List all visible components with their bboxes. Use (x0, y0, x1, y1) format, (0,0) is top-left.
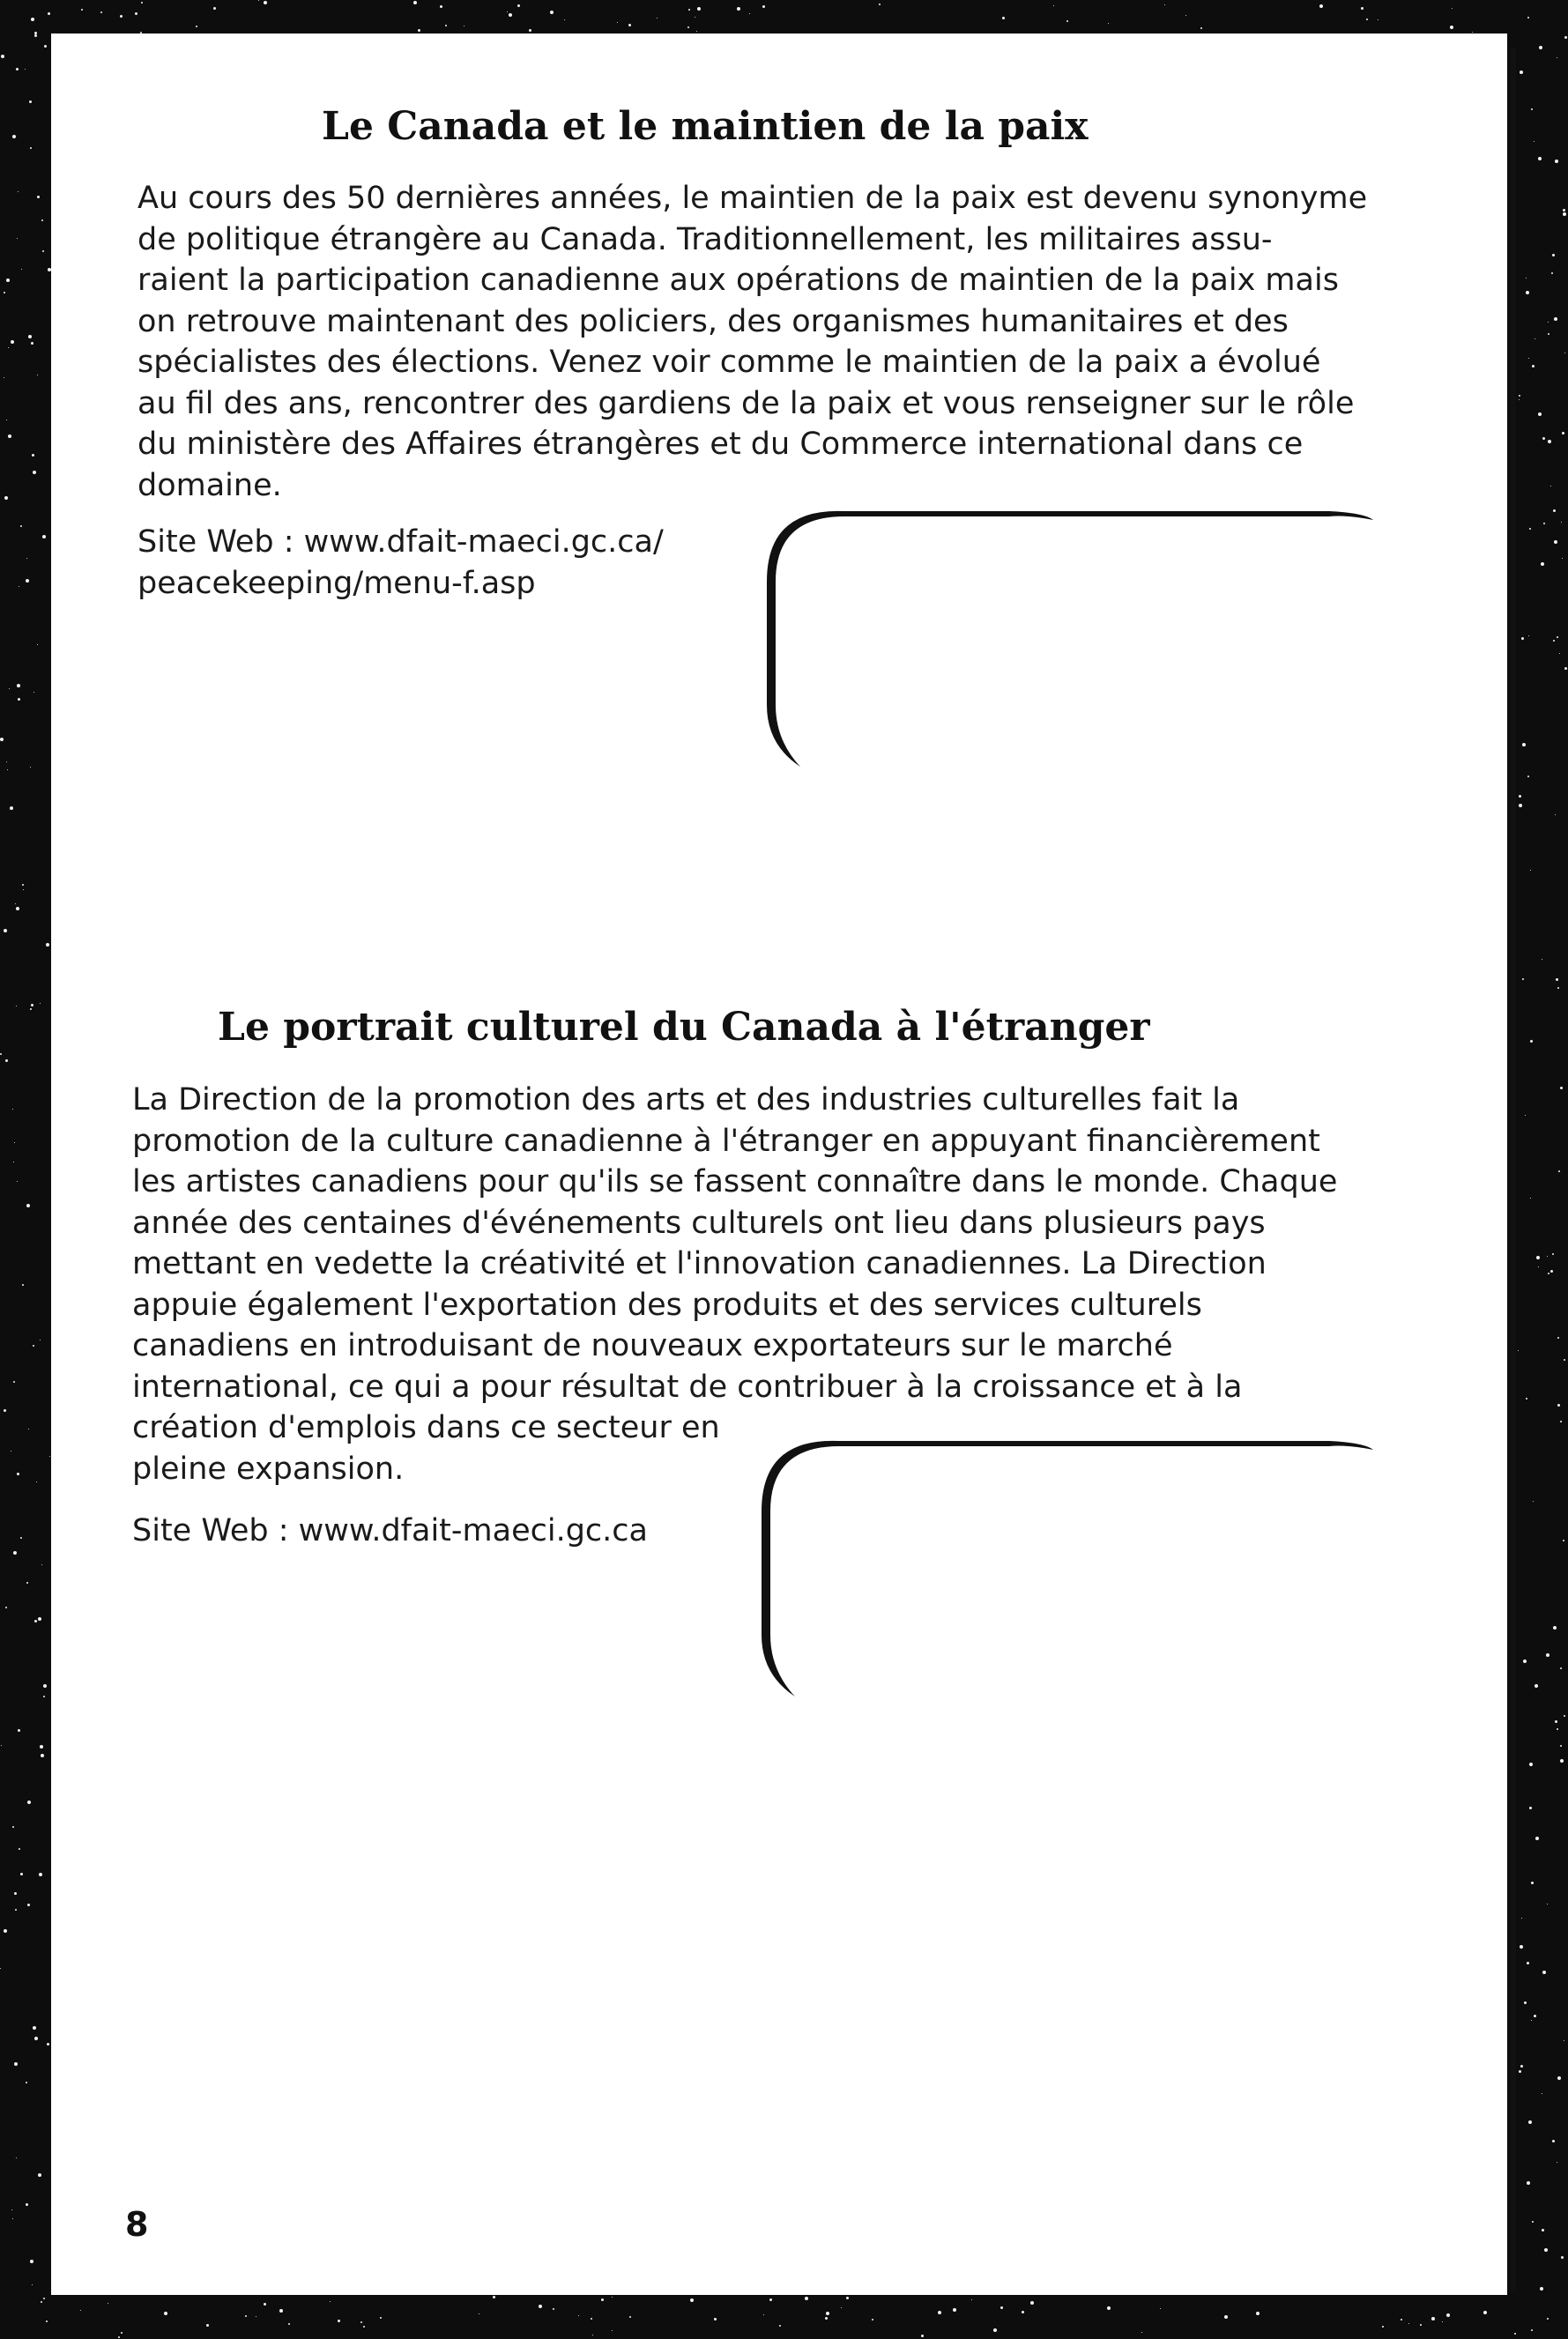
body-line: création d'emplois dans ce secteur en (132, 1410, 720, 1445)
scan-speck (1452, 8, 1453, 9)
scan-speck (1563, 212, 1566, 216)
scan-speck (360, 2321, 362, 2323)
scan-speck (43, 1696, 45, 1697)
scan-speck (1548, 1273, 1549, 1274)
scan-speck (1431, 2317, 1435, 2320)
scan-speck (49, 1456, 50, 1457)
scan-speck (1519, 795, 1521, 798)
scan-speck (1557, 636, 1558, 638)
scan-speck (1160, 2308, 1161, 2309)
scan-speck (1548, 322, 1549, 323)
scan-speck (1542, 437, 1545, 440)
section-body-cultural-portrait (132, 1080, 1419, 1489)
body-line: on retrouve maintenant des policiers, des organismes humanitaires et des (137, 303, 1289, 339)
scan-speck (1554, 540, 1557, 544)
scan-speck (1557, 1404, 1560, 1407)
scan-speck (1550, 1270, 1553, 1273)
scan-speck (1382, 2326, 1384, 2328)
scan-border-top (0, 0, 1568, 33)
scan-speck (1527, 1962, 1529, 1964)
scan-speck (1531, 1882, 1534, 1884)
scan-speck (1483, 2311, 1487, 2314)
body-line: spécialistes des élections. Venez voir comme le maintien de la paix a évolué (137, 345, 1321, 380)
scan-speck (688, 9, 690, 11)
scan-speck (4, 1409, 6, 1412)
scan-speck (26, 1582, 28, 1584)
scan-speck (1224, 2315, 1228, 2319)
scan-speck (1547, 1904, 1548, 1905)
website-line[interactable]: peacekeeping/menu-f.asp (137, 565, 536, 601)
scan-speck (1053, 5, 1054, 6)
scan-speck (32, 454, 34, 457)
scan-speck (288, 2323, 290, 2325)
scan-speck (1547, 2318, 1549, 2320)
scan-speck (18, 191, 19, 192)
scan-speck (1543, 523, 1545, 524)
body-line: au fil des ans, rencontrer des gardiens de la paix et vous renseigner sur le rôle (137, 385, 1355, 421)
section-title-peacekeeping: Le Canada et le maintien de la paix (322, 104, 1089, 149)
scan-speck (1530, 1040, 1533, 1043)
scan-speck (1563, 209, 1565, 212)
scan-speck (1557, 2076, 1561, 2080)
scan-speck (47, 2043, 49, 2046)
scan-speck (1553, 640, 1555, 642)
scan-speck (34, 34, 37, 37)
website-line[interactable]: Site Web : www.dfait-maeci.gc.ca (132, 1513, 648, 1548)
website-cultural[interactable] (132, 1511, 648, 1552)
scan-speck (1164, 4, 1165, 5)
binding-rule (1511, 48, 1516, 2291)
scan-speck (26, 558, 27, 559)
scan-speck (564, 19, 565, 20)
scan-speck (16, 2157, 17, 2158)
scan-speck (1542, 2229, 1544, 2231)
page-number: 8 (125, 2205, 149, 2244)
body-line: année des centaines d'événements culturels ont lieu dans plusieurs pays (132, 1205, 1266, 1241)
scan-speck (14, 1142, 15, 1143)
scan-speck (1524, 2001, 1527, 2004)
scan-speck (46, 943, 49, 947)
scan-speck (1000, 2306, 1003, 2309)
scan-speck (1562, 432, 1564, 434)
decorative-bracket (765, 502, 1373, 776)
scan-speck (21, 269, 22, 270)
scan-speck (26, 1204, 30, 1207)
scan-speck (1530, 1198, 1531, 1199)
scan-speck (1546, 1653, 1549, 1657)
scan-speck (1185, 15, 1186, 16)
scan-speck (1533, 1501, 1534, 1502)
scan-speck (20, 1537, 22, 1539)
scan-speck (1521, 637, 1524, 640)
scan-speck (1544, 2248, 1548, 2252)
scan-speck (1, 55, 4, 58)
scan-speck (16, 68, 19, 71)
scan-speck (0, 1053, 2, 1055)
scan-speck (1552, 1253, 1554, 1255)
scan-speck (1551, 272, 1553, 274)
scan-speck (12, 2218, 13, 2219)
scan-speck (11, 2209, 12, 2210)
scan-speck (1520, 71, 1523, 74)
scan-speck (118, 2336, 120, 2338)
scan-speck (1555, 1720, 1557, 1723)
scan-speck (31, 342, 33, 345)
scan-speck (363, 2326, 365, 2328)
body-line: promotion de la culture canadienne à l'étranger en appuyant financièrement (132, 1123, 1320, 1159)
section-body-peacekeeping (137, 178, 1416, 506)
body-line: les artistes canadiens pour qu'ils se fassent connaître dans le monde. Chaque (132, 1164, 1338, 1199)
scan-speck (971, 2299, 972, 2300)
scan-speck (509, 13, 512, 17)
scan-speck (1378, 19, 1379, 20)
scan-speck (879, 4, 881, 5)
scan-speck (34, 2037, 38, 2040)
scan-speck (1553, 1626, 1557, 1630)
scan-speck (43, 2298, 45, 2299)
scan-speck (1530, 870, 1531, 871)
scan-speck (0, 738, 4, 741)
scan-speck (213, 7, 216, 10)
body-line: Au cours des 50 dernières années, le maintien de la paix est devenu synonyme (137, 181, 1368, 216)
scan-speck (687, 26, 689, 28)
scan-speck (1529, 1807, 1532, 1809)
scan-speck (18, 1729, 20, 1732)
scan-speck (440, 5, 442, 8)
scan-speck (1564, 667, 1567, 670)
body-line: domaine. (137, 467, 282, 503)
scan-speck (938, 2311, 941, 2314)
scan-speck (1541, 562, 1544, 566)
scan-speck (1548, 440, 1551, 443)
scan-speck (31, 1004, 33, 1006)
body-line: mettant en vedette la créativité et l'innovation canadiennes. La Direction (132, 1246, 1267, 1281)
scan-speck (100, 11, 102, 13)
scan-speck (1532, 2221, 1534, 2223)
scan-speck (1557, 987, 1559, 989)
body-line: de politique étrangère au Canada. Traditionnellement, les militaires assu- (137, 221, 1273, 257)
scan-speck (1538, 157, 1542, 160)
scan-speck (338, 2320, 340, 2322)
section-title-cultural-portrait: Le portrait culturel du Canada à l'étranger (218, 1005, 1150, 1050)
scan-speck (22, 884, 24, 886)
body-line: du ministère des Affaires étrangères et du Commerce international dans ce (137, 427, 1304, 462)
scan-speck (23, 889, 24, 890)
scan-speck (4, 929, 7, 932)
scan-speck (1547, 1256, 1548, 1257)
scan-speck (1527, 776, 1529, 777)
scan-speck (529, 29, 531, 32)
scan-speck (1522, 978, 1524, 980)
body-line: canadiens en introduisant de nouveaux exportateurs sur le marché (132, 1328, 1173, 1363)
body-line: La Direction de la promotion des arts et des industries culturelles fait la (132, 1082, 1240, 1118)
scan-speck (1558, 1170, 1560, 1172)
scan-speck (5, 1607, 7, 1608)
scan-speck (6, 761, 7, 762)
scan-speck (48, 268, 51, 271)
scan-speck (1256, 2312, 1260, 2315)
scan-speck (37, 644, 38, 645)
scan-speck (1446, 2313, 1450, 2317)
scan-speck (258, 0, 259, 1)
scan-speck (1519, 395, 1520, 397)
scan-speck (1555, 814, 1556, 815)
scan-speck (43, 1684, 47, 1688)
website-line[interactable]: Site Web : www.dfait-maeci.gc.ca/ (137, 524, 664, 560)
body-line: raient la participation canadienne aux opérations de maintien de la paix mais (137, 263, 1339, 298)
scan-speck (612, 2297, 613, 2298)
scan-speck (48, 12, 50, 15)
scan-speck (13, 1551, 17, 1555)
website-peacekeeping[interactable] (137, 522, 664, 604)
scan-speck (1561, 2256, 1564, 2259)
scan-speck (1531, 2329, 1533, 2331)
scan-speck (40, 1003, 41, 1004)
scan-speck (1529, 1763, 1533, 1766)
scan-speck (1522, 743, 1526, 746)
scan-speck (805, 2297, 808, 2300)
scan-speck (737, 7, 740, 11)
scan-speck (1420, 2324, 1422, 2326)
scan-speck (5, 1059, 8, 1062)
scan-speck (30, 767, 31, 768)
decorative-bracket (760, 1432, 1373, 1705)
scan-speck (1564, 1715, 1565, 1717)
scan-speck (164, 2312, 167, 2315)
scan-speck (17, 1181, 18, 1182)
scan-speck (20, 1873, 23, 1875)
scan-speck (697, 7, 701, 11)
scan-border-bottom (0, 2295, 1568, 2339)
scan-speck (1521, 1918, 1522, 1919)
scan-speck (37, 196, 40, 198)
scan-speck (279, 2309, 283, 2313)
scan-speck (1319, 4, 1323, 8)
scan-speck (4, 496, 8, 500)
scan-speck (26, 579, 29, 583)
scan-speck (1532, 365, 1535, 368)
scan-speck (1472, 32, 1473, 33)
scan-speck (11, 340, 14, 344)
scan-speck (39, 1873, 42, 1876)
scan-border-left (0, 0, 51, 2339)
body-line: appuie également l'exportation des produits et des services culturels (132, 1287, 1202, 1323)
body-line: international, ce qui a pour résultat de contribuer à la croissance et à la (132, 1369, 1243, 1405)
body-line: pleine expansion. (132, 1451, 405, 1487)
